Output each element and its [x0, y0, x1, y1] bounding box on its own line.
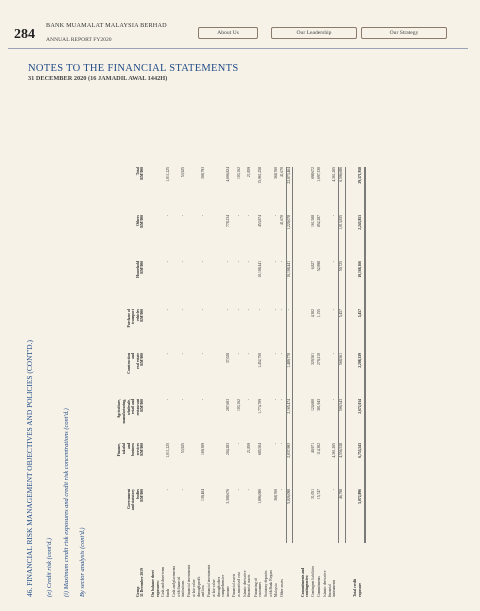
table-row-value: 1,452,750: [258, 353, 263, 368]
report-title: ANNUAL REPORT FY2020: [46, 37, 112, 43]
table-row-value: -: [279, 353, 284, 355]
table-row-value: 139,484: [201, 489, 206, 501]
table-row-value: -: [258, 309, 263, 311]
table-row-value: -: [247, 215, 252, 217]
table-row-label: Financial assets at amortised cost: [232, 572, 241, 597]
table-row-value: -: [273, 353, 278, 355]
table-row-value: 40,971: [310, 443, 315, 454]
table-row-value: 114,302: [317, 443, 321, 455]
table-row-value: -: [332, 309, 337, 311]
table-row-value: -: [236, 215, 241, 217]
table-row-value: 15,747: [317, 489, 321, 500]
table-row-value: -: [332, 215, 337, 217]
table-row-value: -: [165, 489, 170, 491]
column-header: Household RM'000: [135, 261, 145, 278]
table-row-value: 4,606,824: [225, 167, 230, 182]
subtotal-value: 5,026,098: [286, 489, 291, 504]
table-row-value: 161,508: [310, 215, 315, 227]
table-row-value: -: [201, 353, 206, 355]
table-row-value: 685,504: [258, 443, 263, 455]
table-row-value: -: [201, 261, 206, 263]
bank-name: BANK MUAMALAT MALAYSIA BERHAD: [46, 22, 167, 29]
table-row-value: 368,760: [273, 489, 278, 501]
table-row-label: Financial investments at fair value through profit and loss: [187, 564, 206, 597]
header-rule: [8, 48, 468, 49]
table-row-value: 1,011,225: [165, 443, 170, 458]
table-row-label: Cash and placements with financial institutions: [172, 565, 186, 597]
table-row-value: -: [165, 399, 170, 401]
total-label: Total credit exposure: [353, 578, 362, 597]
table-row-value: 279,210: [317, 353, 321, 365]
subtotal-value: 6,596,686: [339, 167, 344, 182]
column-header: Finance, takaful and business services RM'000: [117, 443, 145, 457]
subsection-max-exposure: (i) Maximum credit risk exposures and credit risk concentrations (cont'd.): [63, 408, 70, 597]
table-row-value: -: [279, 261, 284, 263]
subtotal-value: 506,543: [339, 399, 344, 411]
table-row-value: -: [247, 261, 252, 263]
table-row-value: -: [332, 489, 337, 491]
table-row-value: -: [247, 489, 252, 491]
subtotal-value: 2,037,993: [286, 443, 291, 458]
table-row-value: -: [236, 443, 241, 445]
table-row-value: 1,697,330: [317, 167, 321, 182]
subtotal-value: 2,165,474: [286, 399, 291, 414]
subtotal-value: 1,229,078: [286, 215, 291, 230]
table-row-value: 204,283: [225, 443, 230, 455]
table-row-value: 453,874: [258, 215, 263, 227]
table-row-value: -: [201, 399, 206, 401]
table-row-value: 852,287: [317, 215, 321, 227]
column-header: Agriculture, manufacturing, wholesale, retail and restaurant RM'000: [117, 399, 145, 424]
subtotal-value: 22,073,464: [286, 167, 291, 184]
table-row-value: -: [181, 261, 186, 263]
table-row-value: -: [181, 489, 186, 491]
subtotal-value: 46,798: [339, 489, 344, 500]
total-value: 2,243,853: [357, 215, 362, 230]
table-row-value: -: [332, 353, 337, 355]
subtotal-value: 4,556,538: [339, 443, 344, 458]
notes-date: 31 DECEMBER 2020 (16 JAMADIL AWAL 1442H): [28, 75, 168, 82]
subtotal-value: 1,013,835: [339, 215, 344, 230]
table-row-value: -: [181, 215, 186, 217]
table-row-value: -: [273, 399, 278, 401]
table-row-value: -: [165, 215, 170, 217]
subtotal-rule: [292, 167, 293, 543]
table-row-value: -: [236, 489, 241, 491]
table-row-value: -: [165, 309, 170, 311]
column-header: Purchase of transport vehicles RM'000: [126, 309, 145, 328]
table-row-label: Commitments: [317, 576, 321, 597]
total-value: 5,072,896: [357, 489, 362, 504]
total-value: 6,753,543: [357, 443, 362, 458]
table-row-value: -: [181, 309, 186, 311]
table-row-value: 124,600: [310, 399, 315, 411]
table-row-label: Islamic derivative financial assets: [242, 570, 252, 597]
table-row-value: -: [181, 399, 186, 401]
total-value: 2,672,014: [357, 399, 362, 414]
table-row-value: 698,672: [310, 167, 315, 179]
tab-about-us[interactable]: About Us: [198, 27, 258, 39]
table-row-value: 3,308,676: [225, 489, 230, 504]
table-row-label: Islamic derivative financial instruments: [323, 570, 337, 597]
table-row-value: 37,028: [225, 353, 230, 364]
table-row-value: 4,361,265: [332, 167, 337, 182]
subtotal-value: 1,489,778: [286, 353, 291, 368]
table-row-value: -: [181, 353, 186, 355]
table-row-value: 4,361,265: [332, 443, 337, 458]
table-row-label: Cash and short-term funds: [161, 567, 170, 597]
subtotal-value: 59,725: [339, 261, 344, 272]
table-row-value: 287,603: [225, 399, 230, 411]
column-header: Others RM'000: [135, 215, 145, 228]
table-row-value: 41,670: [279, 167, 284, 178]
table-row-value: 308,793: [201, 167, 206, 179]
table-row-label: Financial investments at fair value through other comprehensive income: [207, 564, 230, 597]
table-row-value: 381,943: [317, 399, 321, 411]
table-row-value: 1,774,709: [258, 399, 263, 414]
table-row-value: -: [279, 489, 284, 491]
table-row-value: -: [247, 353, 252, 355]
table-row-value: -: [273, 215, 278, 217]
table-row-value: 1,155: [317, 309, 321, 318]
table-row-value: 368,760: [273, 167, 278, 179]
table-row-value: -: [279, 309, 284, 311]
table-row-value: -: [236, 261, 241, 263]
table-row-value: 21,859: [247, 443, 252, 454]
section-label: On balance sheet exposures:: [151, 570, 160, 597]
table-row-value: 31,051: [310, 489, 315, 500]
table-row-value: 1,011,225: [165, 167, 170, 182]
column-header: Government and statutory bodies RM'000: [126, 489, 145, 511]
table-row-value: 169,309: [201, 443, 206, 455]
subtotal-rule: [345, 167, 346, 543]
table-row-value: 10,108,441: [258, 261, 263, 278]
column-header: Total RM'000: [135, 167, 145, 180]
notes-title: NOTES TO THE FINANCIAL STATEMENTS: [28, 63, 239, 74]
table-row-value: -: [201, 309, 206, 311]
page-number: 284: [14, 27, 35, 42]
table-row-value: -: [332, 399, 337, 401]
subsection-credit-risk: (e) Credit risk (cont'd.): [46, 538, 53, 597]
table-row-value: 53,925: [181, 167, 186, 178]
subtotal-value: 5,457: [339, 309, 344, 318]
group-label: Group 31 December 2019: [135, 568, 145, 597]
table-row-value: -: [273, 261, 278, 263]
table-row-value: 21,859: [247, 167, 252, 178]
table-row-value: 1,896,080: [258, 489, 263, 504]
table-row-value: -: [279, 399, 284, 401]
total-value: 29,371,958: [357, 167, 362, 184]
table-row-value: 52,898: [317, 261, 321, 272]
table-row-label: Contingent liabilities: [310, 565, 315, 597]
table-row-value: 103,162: [236, 167, 241, 179]
tab-our-strategy[interactable]: Our Strategy: [361, 27, 447, 39]
table-row-value: 4,302: [310, 309, 315, 318]
table-row-value: 103,162: [236, 399, 241, 411]
subtotal-value: -: [286, 309, 291, 311]
section-title: 46. FINANCIAL RISK MANAGEMENT OBJECTIVES AND POLICIES (CONT'D.): [25, 340, 34, 597]
rotated-content: [25, 117, 405, 597]
subtotal-value: 10,108,441: [286, 261, 291, 278]
table-row-value: -: [236, 309, 241, 311]
table-row-value: 15,961,258: [258, 167, 263, 184]
section-label: Commitments and contingencies:: [300, 567, 310, 597]
table-row-value: -: [165, 353, 170, 355]
table-row-value: -: [201, 215, 206, 217]
table-row-value: 53,925: [181, 443, 186, 454]
total-value: 2,208,339: [357, 353, 362, 368]
table-row-label: Other assets: [279, 579, 284, 597]
table-row-value: -: [225, 261, 230, 263]
subsection-sector-analysis: By sector analysis (cont'd.): [79, 527, 86, 597]
table-row-value: -: [279, 443, 284, 445]
total-value: 5,457: [357, 309, 362, 318]
table-row-value: -: [225, 309, 230, 311]
column-header: Construction and real estate RM'000: [126, 353, 145, 374]
subtotal-value: 568,561: [339, 353, 344, 365]
table-row-value: -: [273, 443, 278, 445]
table-row-value: -: [332, 261, 337, 263]
table-row-label: Financing of customers: [253, 578, 263, 597]
table-row-value: -: [165, 261, 170, 263]
table-row-value: 41,670: [279, 215, 284, 226]
total-value: 10,168,166: [357, 261, 362, 278]
table-row-value: -: [273, 309, 278, 311]
table-row-label: Statutory deposits with Bank Negara Malaysia: [264, 570, 278, 597]
table-row-value: 6,827: [310, 261, 315, 270]
tab-our-leadership[interactable]: Our Leadership: [271, 27, 357, 39]
table-row-value: 778,234: [225, 215, 230, 227]
table-row-value: 329,501: [310, 353, 315, 365]
table-row-value: -: [236, 353, 241, 355]
table-row-value: -: [247, 309, 252, 311]
table-row-value: -: [247, 399, 252, 401]
total-rule: [365, 167, 366, 543]
